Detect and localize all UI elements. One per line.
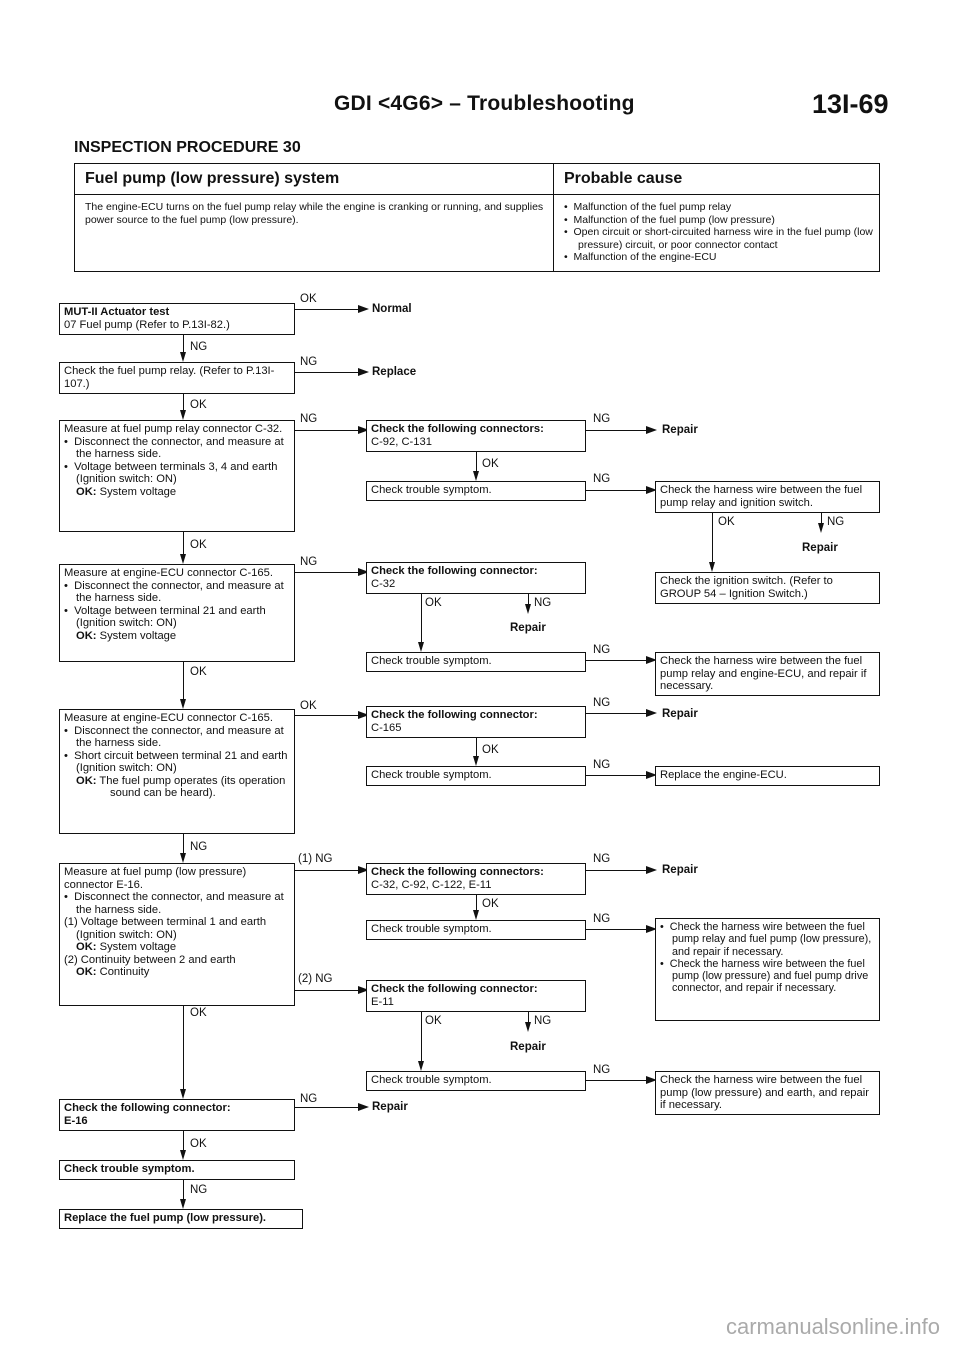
result-repair: Repair: [802, 542, 838, 554]
table-header-cause: Probable cause: [564, 170, 683, 187]
step-replace-fuel-pump: Replace the fuel pump (low pressure).: [59, 1209, 303, 1229]
label-ng: NG: [300, 556, 318, 568]
label-ok: OK: [482, 458, 499, 470]
label-ng: NG: [593, 1064, 611, 1076]
label-ok: OK: [190, 399, 207, 411]
connector-line: [712, 513, 713, 562]
connector-line: [528, 1012, 529, 1022]
arrow-down: [180, 853, 186, 863]
label-ok: OK: [190, 1138, 207, 1150]
arrow-down: [180, 1089, 186, 1099]
cause-item: • Malfunction of the engine-ECU: [564, 251, 717, 263]
result-repair: Repair: [510, 622, 546, 634]
step-measure-ecu-short: Measure at engine-ECU connector C-165. • Disconnect the connector, and measure at the harness side. • Short circuit between terminal 21 and earth (Ignition switch: ON) OK: The fuel pump operates (its operation sound can be heard).: [59, 709, 295, 834]
connector-line: [421, 594, 422, 642]
label-ok: OK: [425, 597, 442, 609]
result-normal: Normal: [372, 303, 412, 315]
arrow-down: [180, 1150, 186, 1160]
label-ng: NG: [300, 356, 318, 368]
arrow-down: [418, 1061, 424, 1071]
step-mut-actuator-test: MUT-II Actuator test 07 Fuel pump (Refer to P.13I-82.): [59, 303, 295, 335]
arrow-down: [818, 523, 824, 533]
label-ok: OK: [300, 293, 317, 305]
connector-line: [528, 594, 529, 604]
result-repair: Repair: [510, 1041, 546, 1053]
result-repair: Repair: [662, 424, 698, 436]
check-trouble-2: Check trouble symptom.: [366, 652, 586, 672]
label-ng: NG: [300, 413, 318, 425]
result-replace: Replace: [372, 366, 417, 378]
connector-line: [183, 532, 184, 554]
connector-line: [821, 513, 822, 523]
arrow-down: [473, 756, 479, 766]
check-connectors-c32-e11: Check the following connectors: C-32, C-92, C-122, E-11: [366, 863, 586, 895]
connector-line: [476, 452, 477, 471]
page-title: GDI <4G6> – Troubleshooting: [334, 92, 635, 115]
label-ok: OK: [190, 1007, 207, 1019]
label-ok: OK: [482, 744, 499, 756]
check-trouble-4: Check trouble symptom.: [366, 920, 586, 940]
label-ng: NG: [190, 841, 208, 853]
connector-line: [586, 1080, 646, 1081]
table-header-system: Fuel pump (low pressure) system: [85, 170, 340, 187]
label-ng: NG: [190, 341, 208, 353]
connector-line: [586, 775, 646, 776]
label-ng: NG: [593, 697, 611, 709]
label-ng-1: (1) NG: [298, 853, 333, 865]
connector-line: [586, 713, 646, 714]
cause-table: [74, 163, 880, 272]
label-ng-2: (2) NG: [298, 973, 333, 985]
connector-line: [295, 990, 358, 991]
check-trouble-1: Check trouble symptom.: [366, 481, 586, 501]
label-ok: OK: [190, 666, 207, 678]
arrow-right: [646, 866, 657, 874]
arrow-down: [473, 910, 479, 920]
step-check-relay: Check the fuel pump relay. (Refer to P.13I-107.): [59, 362, 295, 394]
connector-line: [295, 572, 358, 573]
step-check-trouble-final: Check trouble symptom.: [59, 1160, 295, 1180]
arrow-down: [709, 562, 715, 572]
connector-line: [183, 1006, 184, 1089]
arrow-right: [646, 426, 657, 434]
result-repair: Repair: [662, 708, 698, 720]
label-ok: OK: [190, 539, 207, 551]
step-check-connector-e16: Check the following connector: E-16: [59, 1099, 295, 1131]
table-header-divider: [75, 194, 879, 195]
arrow-down: [180, 1199, 186, 1209]
check-harness-relay-ignition: Check the harness wire between the fuel pump relay and ignition switch.: [655, 481, 880, 513]
label-ok: OK: [718, 516, 735, 528]
label-ng: NG: [593, 759, 611, 771]
connector-line: [295, 372, 358, 373]
connector-line: [476, 895, 477, 910]
connector-line: [295, 870, 358, 871]
connector-line: [295, 309, 358, 310]
connector-line: [586, 870, 646, 871]
label-ng: NG: [190, 1184, 208, 1196]
table-column-divider: [553, 164, 554, 271]
connector-line: [183, 834, 184, 853]
arrow-right: [358, 368, 369, 376]
check-connector-c32: Check the following connector: C-32: [366, 562, 586, 594]
step-measure-ecu-voltage: Measure at engine-ECU connector C-165. • Disconnect the connector, and measure at the harness side. • Voltage between terminal 21 and earth (Ignition switch: ON) OK: System voltage: [59, 564, 295, 662]
connector-line: [295, 430, 358, 431]
label-ng: NG: [593, 913, 611, 925]
check-harness-fuel-pump: • Check the harness wire between the fuel pump relay and fuel pump (low pressure), and repair if necessary. • Check the harness wire between the fuel pump (low pressure) and fuel pump drive connector, and repair if necessary.: [655, 918, 880, 1021]
check-harness-relay-ecu: Check the harness wire between the fuel pump relay and engine-ECU, and repair if necessary.: [655, 652, 880, 696]
connector-line: [586, 490, 646, 491]
step-measure-relay-connector: Measure at fuel pump relay connector C-32. • Disconnect the connector, and measure at the harness side. • Voltage between terminals 3, 4 and earth (Ignition switch: ON) OK: System voltage: [59, 420, 295, 532]
replace-engine-ecu: Replace the engine-ECU.: [655, 766, 880, 786]
arrow-down: [525, 604, 531, 614]
arrow-down: [180, 410, 186, 420]
page-number: 13I-69: [812, 89, 889, 119]
connector-line: [476, 738, 477, 756]
label-ng: NG: [300, 1093, 318, 1105]
check-trouble-3: Check trouble symptom.: [366, 766, 586, 786]
cause-item: • Open circuit or short-circuited harness wire in the fuel pump (low pressure) circuit, or poor connector contact: [564, 226, 873, 251]
arrow-down: [418, 642, 424, 652]
table-causes: [564, 201, 874, 264]
connector-line: [586, 660, 646, 661]
arrow-right: [646, 709, 657, 717]
check-harness-fuel-pump-earth: Check the harness wire between the fuel pump (low pressure) and earth, and repair if necessary.: [655, 1071, 880, 1115]
label-ng: NG: [534, 1015, 552, 1027]
cause-item: • Malfunction of the fuel pump (low pressure): [564, 213, 775, 226]
connector-line: [183, 662, 184, 699]
arrow-right: [358, 1103, 369, 1111]
connector-line: [183, 394, 184, 410]
label-ng: NG: [593, 853, 611, 865]
connector-line: [183, 1180, 184, 1199]
result-repair: Repair: [662, 864, 698, 876]
check-connector-e11: Check the following connector: E-11: [366, 980, 586, 1012]
label-ng: NG: [593, 644, 611, 656]
arrow-down: [180, 699, 186, 709]
check-connector-c165: Check the following connector: C-165: [366, 706, 586, 738]
label-ok: OK: [482, 898, 499, 910]
label-ng: NG: [827, 516, 845, 528]
section-title: INSPECTION PROCEDURE 30: [74, 139, 301, 156]
arrow-down: [525, 1022, 531, 1032]
check-ignition-switch: Check the ignition switch. (Refer to GROUP 54 – Ignition Switch.): [655, 572, 880, 604]
connector-line: [586, 929, 646, 930]
cause-item: • Malfunction of the fuel pump relay: [564, 201, 732, 213]
step-measure-fuel-pump-connector: Measure at fuel pump (low pressure) connector E-16. • Disconnect the connector, and measure at the harness side. (1) Voltage between terminal 1 and earth (Ignition switch: ON) OK: System voltage (2) Continuity between 2 and earth OK: Continuity: [59, 863, 295, 1006]
connector-line: [421, 1012, 422, 1061]
arrow-down: [473, 471, 479, 481]
check-connectors-c92-c131: Check the following connectors: C-92, C-131: [366, 420, 586, 452]
label-ok: OK: [300, 700, 317, 712]
label-ok: OK: [425, 1015, 442, 1027]
connector-line: [183, 335, 184, 352]
table-description: The engine-ECU turns on the fuel pump relay while the engine is cranking or running, and supplies power source to the fuel pump (low pressure).: [85, 201, 544, 226]
arrow-down: [180, 554, 186, 564]
connector-line: [586, 430, 646, 431]
watermark: carmanualsonline.info: [725, 1314, 940, 1339]
arrow-right: [358, 305, 369, 313]
label-ng: NG: [593, 473, 611, 485]
connector-line: [295, 715, 358, 716]
connector-line: [295, 1107, 358, 1108]
check-trouble-5: Check trouble symptom.: [366, 1071, 586, 1091]
label-ng: NG: [534, 597, 552, 609]
arrow-down: [180, 352, 186, 362]
connector-line: [183, 1131, 184, 1150]
label-ng: NG: [593, 413, 611, 425]
result-repair: Repair: [372, 1101, 408, 1113]
